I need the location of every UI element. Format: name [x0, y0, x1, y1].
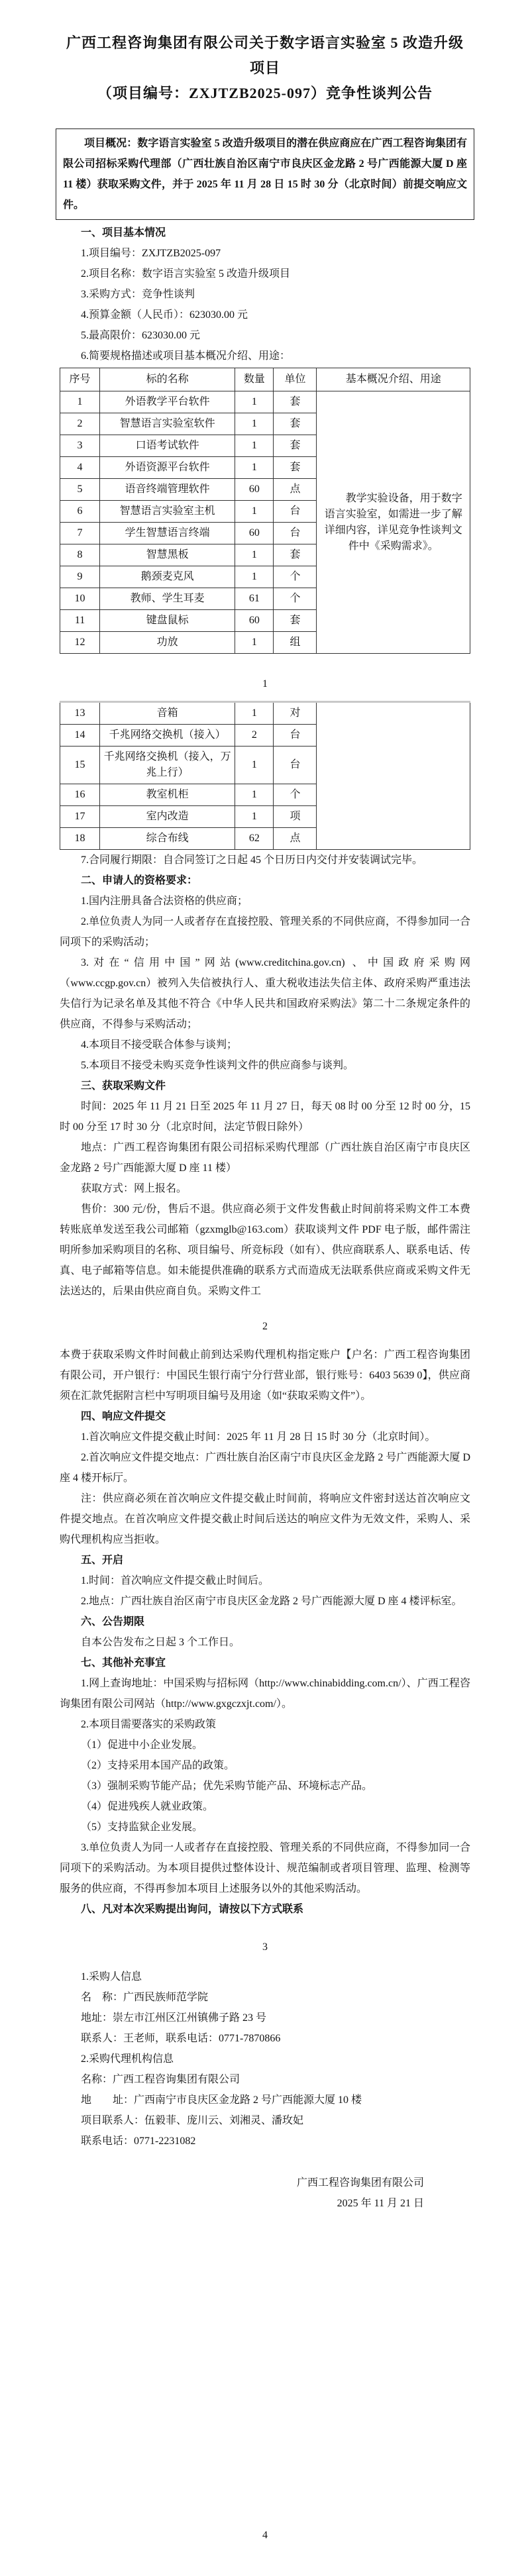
cell-unit: 个	[274, 566, 317, 588]
cell-no: 13	[60, 702, 100, 725]
cell-name: 教师、学生耳麦	[100, 588, 235, 610]
cell-name: 外语教学平台软件	[100, 391, 235, 413]
doc-price-paragraph-part1: 售价：300 元/份，售后不退。供应商必须于文件发售截止时间前将采购文件工本费转账底单发送至我公司邮箱（gzxmglb@163.com）获取谈判文件 PDF 电子版，邮件需注明所参加采购项目的名称、项目编号、所竞标段（如有）、供应商联系人、联系电话、传真、电子邮箱等信息。如未能提供准确的联系方式而造成无法联系供应商或采购文件无法送达的，后果由供应商自负。采购文件工	[60, 1204, 470, 1297]
qualification-item: 4.本项目不接受联合体参与谈判；	[81, 1039, 238, 1051]
table-summary-cell-empty	[317, 702, 470, 850]
col-header-unit: 单位	[274, 368, 317, 391]
col-header-no: 序号	[60, 368, 100, 391]
cell-qty: 1	[235, 747, 274, 784]
cell-name: 室内改造	[100, 806, 235, 828]
doc-obtain-method-line: 获取方式：网上报名。	[81, 1183, 187, 1194]
page-number-4: 4	[262, 2530, 268, 2541]
purchaser-address-line: 地址：崇左市江州区江州镇佛子路 23 号	[81, 2012, 267, 2024]
opening-place-line: 2.地点：广西壮族自治区南宁市良庆区金龙路 2 号广西能源大厦 D 座 4 楼评标室。	[81, 1596, 462, 1607]
policy-item: （4）促进残疾人就业政策。	[81, 1801, 214, 1812]
response-deadline-line: 1.首次响应文件提交截止时间：2025 年 11 月 28 日 15 时 30 分（北京时间）。	[81, 1431, 436, 1443]
cell-no: 14	[60, 725, 100, 747]
cell-no: 7	[60, 523, 100, 544]
cell-qty: 1	[235, 435, 274, 457]
col-header-name: 标的名称	[100, 368, 235, 391]
signature-date: 2025 年 11 月 21 日	[337, 2198, 424, 2209]
cell-no: 1	[60, 391, 100, 413]
purchaser-info-title: 1.采购人信息	[81, 1971, 142, 1983]
cell-no: 8	[60, 544, 100, 566]
cell-qty: 1	[235, 566, 274, 588]
col-header-qty: 数量	[235, 368, 274, 391]
document-title-line1: 广西工程咨询集团有限公司关于数字语言实验室 5 改造升级项目	[66, 34, 464, 76]
cell-unit: 组	[274, 632, 317, 654]
cell-no: 10	[60, 588, 100, 610]
spec-intro-line: 6.简要规格描述或项目基本概况介绍、用途：	[81, 350, 291, 362]
cell-qty: 1	[235, 632, 274, 654]
project-number-line: 1.项目编号：ZXJTZB2025-097	[81, 248, 221, 259]
cell-no: 17	[60, 806, 100, 828]
cell-no: 18	[60, 828, 100, 850]
section5-heading: 五、开启	[81, 1555, 124, 1566]
cell-no: 9	[60, 566, 100, 588]
qualification-item: 5.本项目不接受未购买竞争性谈判文件的供应商参与谈判。	[81, 1060, 354, 1071]
response-place-line: 2.首次响应文件提交地点：广西壮族自治区南宁市良庆区金龙路 2 号广西能源大厦 D 座 4 楼开标厅。	[60, 1452, 470, 1484]
doc-obtain-place-line: 地点：广西工程咨询集团有限公司招标采购代理部（广西壮族自治区南宁市良庆区金龙路 2 号广西能源大厦 D 座 11 楼）	[60, 1142, 470, 1174]
page-number-1: 1	[262, 678, 268, 690]
policy-item: （5）支持监狱企业发展。	[81, 1822, 203, 1833]
agency-info-title: 2.采购代理机构信息	[81, 2053, 174, 2065]
opening-time-line: 1.时间：首次响应文件提交截止时间后。	[81, 1575, 270, 1586]
cell-unit: 台	[274, 501, 317, 523]
signature-company: 广西工程咨询集团有限公司	[296, 2177, 424, 2189]
cell-unit: 台	[274, 747, 317, 784]
agency-name-line: 名称：广西工程咨询集团有限公司	[81, 2074, 240, 2085]
cell-unit: 台	[274, 725, 317, 747]
qualification-item: 1.国内注册具备合法资格的供应商；	[81, 896, 248, 907]
section4-heading: 四、响应文件提交	[81, 1411, 166, 1422]
cell-qty: 60	[235, 523, 274, 544]
cell-no: 4	[60, 457, 100, 479]
cell-name: 智慧语言实验室软件	[100, 413, 235, 435]
cell-qty: 62	[235, 828, 274, 850]
cell-name: 智慧语言实验室主机	[100, 501, 235, 523]
cell-no: 2	[60, 413, 100, 435]
cell-no: 11	[60, 610, 100, 632]
cell-name: 功放	[100, 632, 235, 654]
section8-heading: 八、凡对本次采购提出询问，请按以下方式联系	[81, 1904, 304, 1915]
cell-qty: 1	[235, 544, 274, 566]
goods-table-page2	[60, 701, 470, 850]
section3-heading: 三、获取采购文件	[81, 1080, 166, 1092]
cell-unit: 套	[274, 435, 317, 457]
cell-name: 学生智慧语言终端	[100, 523, 235, 544]
cell-name: 鹅颈麦克风	[100, 566, 235, 588]
section2-heading: 二、申请人的资格要求：	[81, 875, 198, 886]
cell-qty: 1	[235, 702, 274, 725]
table-summary-cell: 教学实验设备，用于数字语言实验室，如需进一步了解详细内容，详见竞争性谈判文件中《采购需求》。	[317, 391, 470, 654]
page-number-3: 3	[262, 1941, 268, 1953]
procurement-method-line: 3.采购方式：竞争性谈判	[81, 289, 195, 300]
cell-name: 口语考试软件	[100, 435, 235, 457]
cell-unit: 点	[274, 479, 317, 501]
doc-price-paragraph-part2: 本费于获取采购文件时间截止前到达采购代理机构指定账户【户名：广西工程咨询集团有限公司，开户银行：中国民生银行南宁分行营业部，银行账号：6403 5639 0】，供应商须在汇款凭据附言栏中写明项目编号及用途（如“获取采购文件”）。	[60, 1349, 470, 1402]
policy-item: （3）强制采购节能产品；优先采购节能产品、环境标志产品。	[81, 1780, 373, 1792]
goods-table-page1	[60, 368, 470, 654]
budget-line: 4.预算金额（人民币）：623030.00 元	[81, 309, 248, 321]
cell-no: 5	[60, 479, 100, 501]
qualification-item: 3.对在“信用中国”网站(www.creditchina.gov.cn) 、中国政府采购网（www.ccgp.gov.cn）被列入失信被执行人、重大税收违法失信主体、政府采购严重违法失信行为记录名单及其他不符合《中华人民共和国政府采购法》第二十二条规定条件的供应商，不得参与采购活动；	[60, 957, 470, 1030]
cell-unit: 项	[274, 806, 317, 828]
section6-heading: 六、公告期限	[81, 1616, 145, 1627]
table-header-row	[60, 368, 470, 391]
cell-no: 16	[60, 784, 100, 806]
table-row	[60, 702, 470, 725]
cell-qty: 61	[235, 588, 274, 610]
purchaser-contact-line: 联系人：王老师，联系电话：0771-7870866	[81, 2033, 281, 2044]
doc-obtain-time-line: 时间：2025 年 11 月 21 日至 2025 年 11 月 27 日，每天 08 时 00 分至 12 时 00 分，15 时 00 分至 17 时 30 分（北京时间，法定节假日除外）	[60, 1101, 470, 1133]
signature-block	[60, 2173, 470, 2214]
cell-qty: 1	[235, 457, 274, 479]
cell-unit: 点	[274, 828, 317, 850]
purchaser-name-line: 名 称：广西民族师范学院	[81, 1992, 209, 2003]
document-title	[60, 30, 470, 106]
qualification-item: 2.单位负责人为同一人或者存在直接控股、管理关系的不同供应商，不得参加同一合同项下的采购活动；	[60, 916, 471, 948]
cell-qty: 1	[235, 806, 274, 828]
cell-unit: 个	[274, 784, 317, 806]
table-row	[60, 391, 470, 413]
project-overview-text: 项目概况：数字语言实验室 5 改造升级项目的潜在供应商应在广西工程咨询集团有限公司招标采购代理部（广西壮族自治区南宁市良庆区金龙路 2 号广西能源大厦 D 座 11 楼）获取采购文件，并于 2025 年 11 月 28 日 15 时 30 分（北京时间）前提交响应文件。	[63, 138, 467, 211]
cell-name: 语音终端管理软件	[100, 479, 235, 501]
page-number-2: 2	[262, 1321, 268, 1332]
policy-item: （2）支持采用本国产品的政策。	[81, 1760, 235, 1771]
cell-unit: 套	[274, 610, 317, 632]
section7-heading: 七、其他补充事宜	[81, 1657, 166, 1669]
cell-qty: 60	[235, 610, 274, 632]
cell-name: 千兆网络交换机（接入，万兆上行）	[100, 747, 235, 784]
cell-unit: 对	[274, 702, 317, 725]
cell-unit: 台	[274, 523, 317, 544]
cell-unit: 套	[274, 544, 317, 566]
same-leader-rule-line: 3.单位负责人为同一人或者存在直接控股、管理关系的不同供应商，不得参加同一合同项下的采购活动。为本项目提供过整体设计、规范编制或者项目管理、监理、检测等服务的供应商，不得再参加本项目上述服务以外的其他采购活动。	[60, 1842, 471, 1894]
cell-name: 键盘鼠标	[100, 610, 235, 632]
cell-qty: 2	[235, 725, 274, 747]
cell-qty: 1	[235, 784, 274, 806]
price-limit-line: 5.最高限价：623030.00 元	[81, 330, 201, 341]
cell-name: 智慧黑板	[100, 544, 235, 566]
cell-unit: 套	[274, 413, 317, 435]
cell-name: 综合布线	[100, 828, 235, 850]
cell-qty: 1	[235, 413, 274, 435]
response-note-line: 注：供应商必须在首次响应文件提交截止时间前，将响应文件密封送达首次响应文件提交地点。在首次响应文件提交截止时间后送达的响应文件为无效文件，采购人、采购代理机构应当拒收。	[60, 1493, 470, 1545]
agency-phone-line: 联系电话：0771-2231082	[81, 2136, 196, 2147]
cell-name: 音箱	[100, 702, 235, 725]
section1-heading: 一、项目基本情况	[81, 227, 166, 238]
cell-qty: 1	[235, 501, 274, 523]
project-name-line: 2.项目名称：数字语言实验室 5 改造升级项目	[81, 268, 291, 280]
agency-contacts-line: 项目联系人：伍毅菲、庞川云、刘湘灵、潘玫妃	[81, 2115, 304, 2126]
project-overview-box	[56, 129, 474, 220]
cell-qty: 60	[235, 479, 274, 501]
announcement-period-line: 自本公告发布之日起 3 个工作日。	[81, 1637, 240, 1648]
cell-name: 千兆网络交换机（接入）	[100, 725, 235, 747]
online-query-line: 1.网上查询地址：中国采购与招标网（http://www.chinabidding.com.cn/）、广西工程咨询集团有限公司网站（http://www.gxgczxjt.com/）。	[60, 1678, 470, 1710]
document-title-line2: （项目编号：ZXJTZB2025-097）竞争性谈判公告	[97, 85, 433, 101]
spacer	[60, 2151, 470, 2173]
cell-name: 外语资源平台软件	[100, 457, 235, 479]
cell-name: 教室机柜	[100, 784, 235, 806]
col-header-desc: 基本概况介绍、用途	[317, 368, 470, 391]
agency-address-line: 地 址：广西南宁市良庆区金龙路 2 号广西能源大厦 10 楼	[81, 2094, 362, 2106]
cell-unit: 套	[274, 391, 317, 413]
cell-no: 12	[60, 632, 100, 654]
cell-no: 3	[60, 435, 100, 457]
cell-unit: 个	[274, 588, 317, 610]
contract-period-line: 7.合同履行期限：自合同签订之日起 45 个日历日内交付并安装调试完毕。	[81, 854, 423, 866]
cell-no: 15	[60, 747, 100, 784]
policy-intro-line: 2.本项目需要落实的采购政策	[81, 1719, 217, 1730]
cell-unit: 套	[274, 457, 317, 479]
cell-no: 6	[60, 501, 100, 523]
policy-item: （1）促进中小企业发展。	[81, 1739, 203, 1751]
cell-qty: 1	[235, 391, 274, 413]
